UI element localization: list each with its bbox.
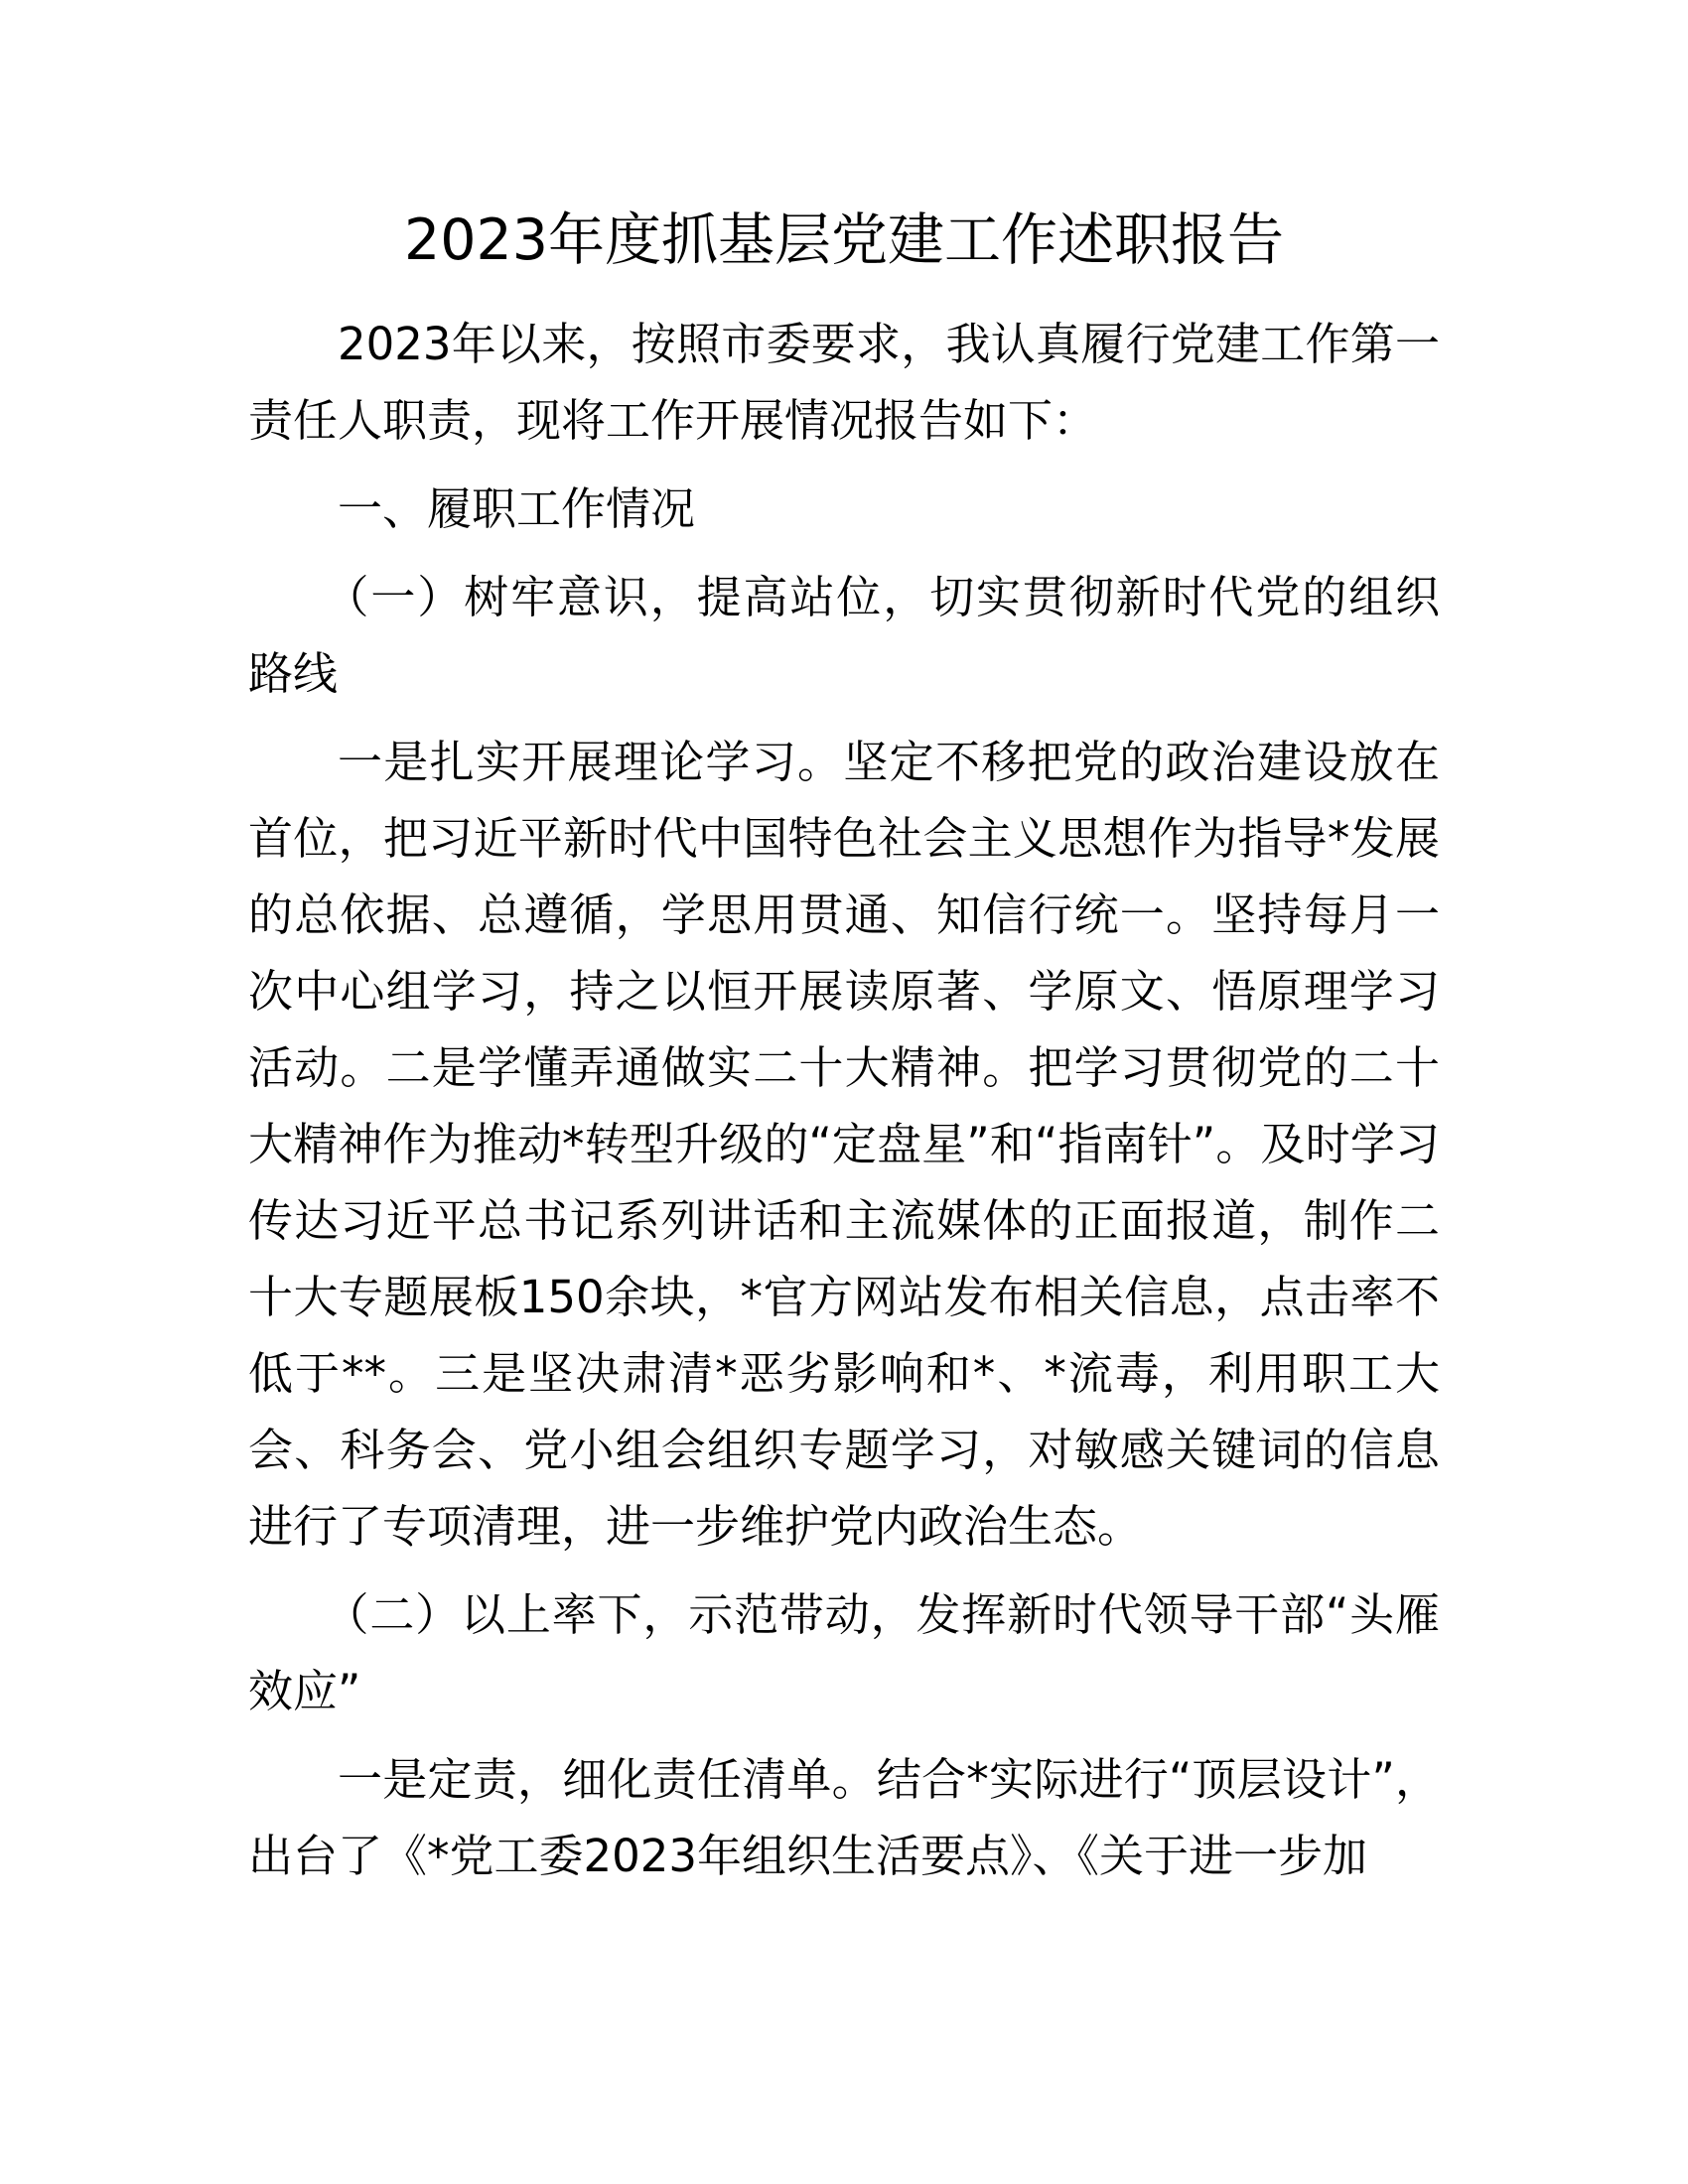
intro-paragraph: 2023年以来，按照市委要求，我认真履行党建工作第一责任人职责，现将工作开展情况报告如下： (248, 318, 1440, 447)
body-paragraph-2: 一是定责，细化责任清单。结合*实际进行“顶层设计”，出台了《*党工委2023年组织生活要点》、《关于进一步加 (248, 1753, 1440, 1882)
subsection-heading-2: （二）以上率下，示范带动，发挥新时代领导干部“头雁效应” (248, 1588, 1440, 1717)
section-heading-1: 一、履职工作情况 (338, 482, 696, 535)
document-title: 2023年度抓基层党建工作述职报告 (403, 207, 1285, 273)
document-body (248, 306, 1440, 1894)
subsection-heading-1: （一）树牢意识，提高站位，切实贯彻新时代党的组织路线 (248, 571, 1440, 700)
body-paragraph-1: 一是扎实开展理论学习。坚定不移把党的政治建设放在首位，把习近平新时代中国特色社会主义思想作为指导*发展的总依据、总遵循，学思用贯通、知信行统一。坚持每月一次中心组学习，持之以恒开展读原著、学原文、悟原理学习活动。二是学懂弄通做实二十大精神。把学习贯彻党的二十大精神作为推动*转型升级的“定盘星”和“指南针”。及时学习传达习近平总书记系列讲话和主流媒体的正面报道，制作二十大专题展板150余块，*官方网站发布相关信息，点击率不低于**。三是坚决肃清*恶劣影响和*、*流毒，利用职工大会、科务会、党小组会组织专题学习，对敏感关键词的信息进行了专项清理，进一步维护党内政治生态。 (248, 736, 1440, 1553)
